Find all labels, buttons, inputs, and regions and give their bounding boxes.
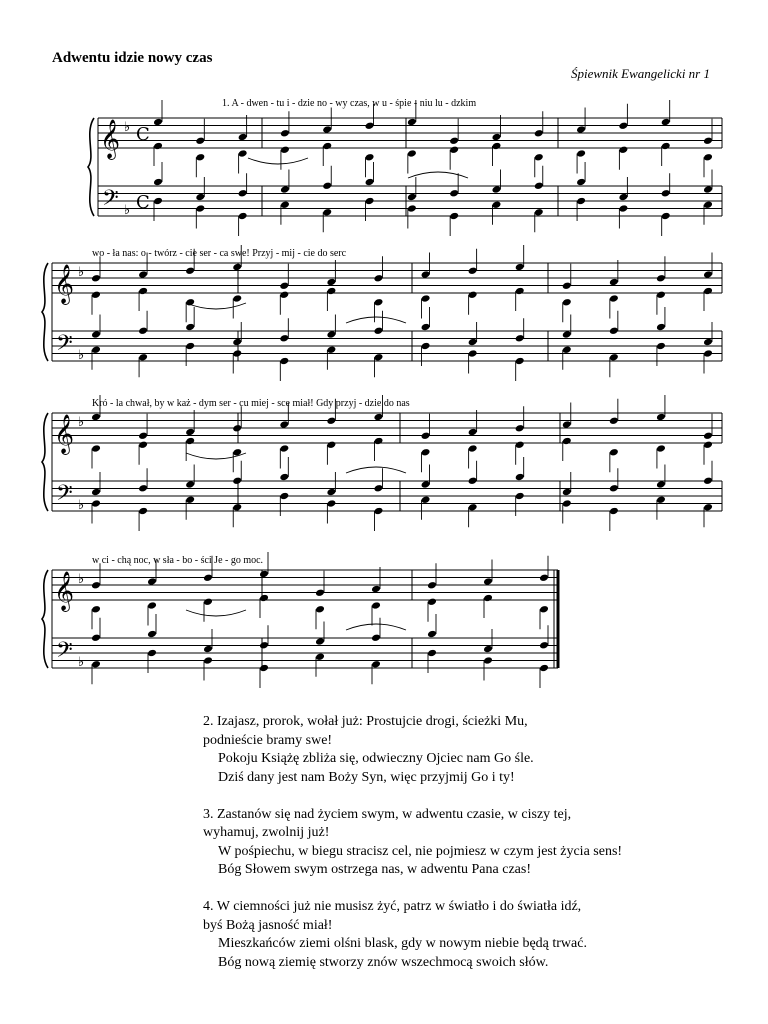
- notehead: [91, 499, 101, 508]
- notehead: [203, 573, 213, 582]
- notehead: [91, 633, 101, 642]
- notehead: [326, 440, 336, 449]
- notehead: [427, 649, 437, 658]
- hymn-title: Adwentu idzie nowy czas: [52, 50, 213, 66]
- notehead: [91, 345, 101, 354]
- notehead: [703, 349, 713, 358]
- notehead: [279, 357, 289, 366]
- key-flat: ♭: [78, 265, 85, 280]
- verse-4: [203, 898, 622, 972]
- notehead: [371, 585, 381, 594]
- notehead: [539, 605, 549, 614]
- notehead: [407, 149, 417, 158]
- notehead: [153, 118, 163, 127]
- notehead: [322, 125, 332, 134]
- notehead: [138, 431, 148, 440]
- notehead: [91, 274, 101, 283]
- notehead: [185, 480, 195, 489]
- treble-clef: 𝄞: [54, 414, 75, 454]
- system-4: [42, 552, 558, 688]
- notehead: [656, 413, 666, 422]
- notehead: [618, 193, 628, 202]
- notehead: [407, 118, 417, 127]
- notehead: [232, 424, 242, 433]
- lyric-line-3: Kró - la chwał, by w każ - dym ser - cu miej - sce miał! Gdy przyj - dzie do nas: [92, 398, 410, 409]
- notehead: [185, 437, 195, 446]
- notehead: [421, 448, 431, 457]
- notehead: [609, 326, 619, 335]
- notehead: [91, 581, 101, 590]
- notehead: [449, 212, 459, 221]
- notehead: [576, 197, 586, 206]
- notehead: [468, 338, 478, 347]
- verse-line: Pokoju Książę zbliża się, odwieczny Ojciec nam Go śle.: [218, 751, 534, 766]
- notehead: [91, 413, 101, 422]
- notehead: [656, 290, 666, 299]
- notehead: [515, 287, 525, 296]
- notehead: [421, 495, 431, 504]
- key-flat: ♭: [78, 572, 85, 587]
- notehead: [91, 290, 101, 299]
- notehead: [468, 428, 478, 437]
- notehead: [483, 645, 493, 654]
- verse-line: podnieście bramy swe!: [203, 732, 333, 748]
- notehead: [232, 338, 242, 347]
- notehead: [562, 298, 572, 307]
- notehead: [373, 413, 383, 422]
- notehead: [515, 440, 525, 449]
- slur: [346, 624, 406, 630]
- verse-line: byś Bożą jasność miał!: [203, 917, 333, 933]
- notehead: [539, 664, 549, 673]
- key-flat: ♭: [78, 415, 85, 430]
- key-flat: ♭: [124, 203, 131, 218]
- notehead: [322, 181, 332, 190]
- notehead: [373, 274, 383, 283]
- lyric-line-2: wo - ła nas: o - twórz - cie ser - ca swe! Przyj - mij - cie do serc: [92, 248, 347, 259]
- notehead: [238, 133, 248, 142]
- notehead: [449, 136, 459, 145]
- notehead: [91, 605, 101, 614]
- lyric-line-4: w ci - chą noc, w sła - bo - ści Je - go moc.: [92, 555, 264, 566]
- notehead: [185, 342, 195, 351]
- brace: [42, 413, 48, 511]
- notehead: [609, 484, 619, 493]
- notehead: [279, 334, 289, 343]
- notehead: [515, 263, 525, 272]
- notehead: [326, 488, 336, 497]
- key-flat: ♭: [78, 348, 85, 363]
- notehead: [703, 287, 713, 296]
- notehead: [407, 204, 417, 213]
- notehead: [609, 507, 619, 516]
- notehead: [515, 334, 525, 343]
- notehead: [562, 420, 572, 429]
- time-signature: C: [136, 124, 150, 145]
- notehead: [138, 287, 148, 296]
- notehead: [449, 189, 459, 198]
- notehead: [326, 330, 336, 339]
- notehead: [203, 656, 213, 665]
- notehead: [232, 263, 242, 272]
- notehead: [534, 129, 544, 138]
- notehead: [371, 601, 381, 610]
- notehead: [138, 507, 148, 516]
- notehead: [147, 630, 157, 639]
- notehead: [153, 197, 163, 206]
- notehead: [515, 492, 525, 501]
- notehead: [661, 118, 671, 127]
- notehead: [280, 185, 290, 194]
- notehead: [91, 444, 101, 453]
- notehead: [238, 189, 248, 198]
- verse-line: wyhamuj, zwolnij już!: [203, 825, 330, 840]
- notehead: [609, 416, 619, 425]
- system-2: [42, 245, 722, 381]
- notehead: [238, 149, 248, 158]
- verse-line: 2. Izajasz, prorok, wołał już: Prostujcie drogi, ścieżki Mu,: [203, 714, 528, 729]
- notehead: [373, 326, 383, 335]
- notehead: [656, 495, 666, 504]
- notehead: [147, 601, 157, 610]
- slur: [346, 467, 406, 473]
- notehead: [449, 145, 459, 154]
- notehead: [562, 330, 572, 339]
- notehead: [279, 492, 289, 501]
- notehead: [147, 577, 157, 586]
- notehead: [138, 353, 148, 362]
- notehead: [534, 153, 544, 162]
- notehead: [195, 204, 205, 213]
- notehead: [515, 424, 525, 433]
- notehead: [703, 503, 713, 512]
- hymnal-source: Śpiewnik Ewangelicki nr 1: [570, 66, 710, 81]
- notehead: [661, 142, 671, 151]
- notehead: [279, 420, 289, 429]
- notehead: [259, 570, 269, 579]
- notehead: [315, 588, 325, 597]
- verse-line: 4. W ciemności już nie musisz żyć, patrz w światło i do światła idź,: [203, 899, 582, 914]
- bass-clef: 𝄢: [56, 638, 73, 668]
- notehead: [656, 480, 666, 489]
- notehead: [656, 444, 666, 453]
- notehead: [618, 204, 628, 213]
- notehead: [232, 503, 242, 512]
- notehead: [562, 488, 572, 497]
- notehead: [315, 637, 325, 646]
- notehead: [315, 652, 325, 661]
- notehead: [91, 660, 101, 669]
- notehead: [147, 649, 157, 658]
- notehead: [656, 323, 666, 332]
- verse-line: Bóg Słowem swym ostrzega nas, w adwentu Pana czas!: [218, 862, 531, 877]
- notehead: [468, 503, 478, 512]
- notehead: [427, 597, 437, 606]
- verse-line: 3. Zastanów się nad życiem swym, w adwentu czasie, w ciszy tej,: [203, 806, 572, 822]
- notehead: [576, 178, 586, 187]
- notehead: [326, 345, 336, 354]
- notehead: [515, 473, 525, 482]
- verse-line: Dziś dany jest nam Boży Syn, więc przyjmij Go i ty!: [218, 769, 515, 785]
- notehead: [185, 495, 195, 504]
- notehead: [203, 597, 213, 606]
- notehead: [371, 660, 381, 669]
- notehead: [468, 349, 478, 358]
- notehead: [138, 440, 148, 449]
- notehead: [232, 294, 242, 303]
- lyric-line-1: 1. A - dwen - tu i - dzie no - wy czas, w u - śpie - niu lu - dzkim: [222, 98, 477, 109]
- notehead: [703, 153, 713, 162]
- verse-line: Bóg nową ziemię stworzy znów wszechmocą swoich słów.: [218, 954, 549, 970]
- treble-clef: 𝄞: [54, 571, 75, 611]
- notehead: [373, 353, 383, 362]
- notehead: [259, 641, 269, 650]
- notehead: [703, 431, 713, 440]
- notehead: [562, 281, 572, 290]
- notehead: [365, 153, 375, 162]
- notehead: [427, 581, 437, 590]
- notehead: [326, 278, 336, 287]
- notehead: [491, 185, 501, 194]
- verse-line: Mieszkańców ziemi olśni blask, gdy w nowym niebie będą trwać.: [218, 936, 587, 951]
- notehead: [539, 641, 549, 650]
- notehead: [203, 645, 213, 654]
- key-flat: ♭: [78, 498, 85, 513]
- notehead: [280, 129, 290, 138]
- notehead: [185, 428, 195, 437]
- notehead: [279, 281, 289, 290]
- notehead: [195, 136, 205, 145]
- notehead: [562, 499, 572, 508]
- notehead: [280, 200, 290, 209]
- verse-2: [203, 713, 622, 787]
- time-signature: C: [136, 192, 150, 213]
- notehead: [279, 290, 289, 299]
- notehead: [421, 342, 431, 351]
- notehead: [534, 181, 544, 190]
- notehead: [483, 577, 493, 586]
- notehead: [703, 476, 713, 485]
- notehead: [371, 633, 381, 642]
- notehead: [515, 357, 525, 366]
- notehead: [703, 136, 713, 145]
- slur: [408, 172, 468, 178]
- notehead: [373, 298, 383, 307]
- notehead: [534, 208, 544, 217]
- notehead: [609, 278, 619, 287]
- bass-clef: 𝄢: [56, 331, 73, 361]
- notehead: [365, 197, 375, 206]
- notehead: [373, 437, 383, 446]
- verse-3: [203, 806, 622, 880]
- notehead: [468, 444, 478, 453]
- notehead: [421, 323, 431, 332]
- notehead: [562, 345, 572, 354]
- system-1: [88, 100, 722, 236]
- notehead: [365, 121, 375, 130]
- notehead: [138, 326, 148, 335]
- notehead: [576, 149, 586, 158]
- slur: [186, 610, 246, 616]
- notehead: [483, 594, 493, 603]
- notehead: [279, 473, 289, 482]
- slur: [248, 158, 308, 164]
- notehead: [491, 200, 501, 209]
- notehead: [91, 488, 101, 497]
- brace: [42, 263, 48, 361]
- notehead: [468, 476, 478, 485]
- notehead: [365, 178, 375, 187]
- notehead: [483, 656, 493, 665]
- notehead: [259, 594, 269, 603]
- notehead: [421, 294, 431, 303]
- notehead: [468, 290, 478, 299]
- notehead: [618, 145, 628, 154]
- notehead: [91, 330, 101, 339]
- notehead: [618, 121, 628, 130]
- bass-clef: 𝄢: [102, 186, 119, 216]
- notehead: [703, 338, 713, 347]
- notehead: [609, 353, 619, 362]
- notehead: [661, 212, 671, 221]
- slur: [186, 303, 246, 309]
- notehead: [703, 270, 713, 279]
- notehead: [609, 448, 619, 457]
- notehead: [138, 270, 148, 279]
- notehead: [609, 294, 619, 303]
- bass-clef: 𝄢: [56, 481, 73, 511]
- notehead: [322, 208, 332, 217]
- treble-clef: 𝄞: [54, 264, 75, 304]
- notehead: [656, 274, 666, 283]
- key-flat: ♭: [124, 120, 131, 135]
- treble-clef: 𝄞: [100, 119, 121, 159]
- notehead: [232, 476, 242, 485]
- notehead: [421, 270, 431, 279]
- notehead: [562, 437, 572, 446]
- notehead: [373, 484, 383, 493]
- notehead: [326, 416, 336, 425]
- verse-line: W pośpiechu, w biegu stracisz cel, nie pojmiesz w czym jest życia sens!: [218, 843, 623, 859]
- notehead: [491, 133, 501, 142]
- key-flat: ♭: [78, 655, 85, 670]
- notehead: [421, 480, 431, 489]
- notehead: [259, 664, 269, 673]
- brace: [42, 570, 48, 668]
- slur: [346, 317, 406, 323]
- brace: [88, 118, 94, 216]
- notehead: [407, 193, 417, 202]
- notehead: [468, 266, 478, 275]
- notehead: [153, 178, 163, 187]
- notehead: [373, 507, 383, 516]
- notehead: [656, 342, 666, 351]
- notehead: [195, 193, 205, 202]
- notehead: [153, 142, 163, 151]
- notehead: [238, 212, 248, 221]
- verses: [203, 713, 622, 991]
- notehead: [703, 440, 713, 449]
- notehead: [185, 266, 195, 275]
- notehead: [326, 287, 336, 296]
- notehead: [421, 431, 431, 440]
- notehead: [703, 200, 713, 209]
- notehead: [315, 605, 325, 614]
- notehead: [195, 153, 205, 162]
- notehead: [232, 349, 242, 358]
- notehead: [576, 125, 586, 134]
- notehead: [661, 189, 671, 198]
- notehead: [491, 142, 501, 151]
- notehead: [703, 185, 713, 194]
- notehead: [427, 630, 437, 639]
- notehead: [322, 142, 332, 151]
- notehead: [279, 444, 289, 453]
- notehead: [185, 323, 195, 332]
- notehead: [138, 484, 148, 493]
- system-3: [42, 395, 722, 531]
- notehead: [539, 573, 549, 582]
- notehead: [280, 145, 290, 154]
- notehead: [326, 499, 336, 508]
